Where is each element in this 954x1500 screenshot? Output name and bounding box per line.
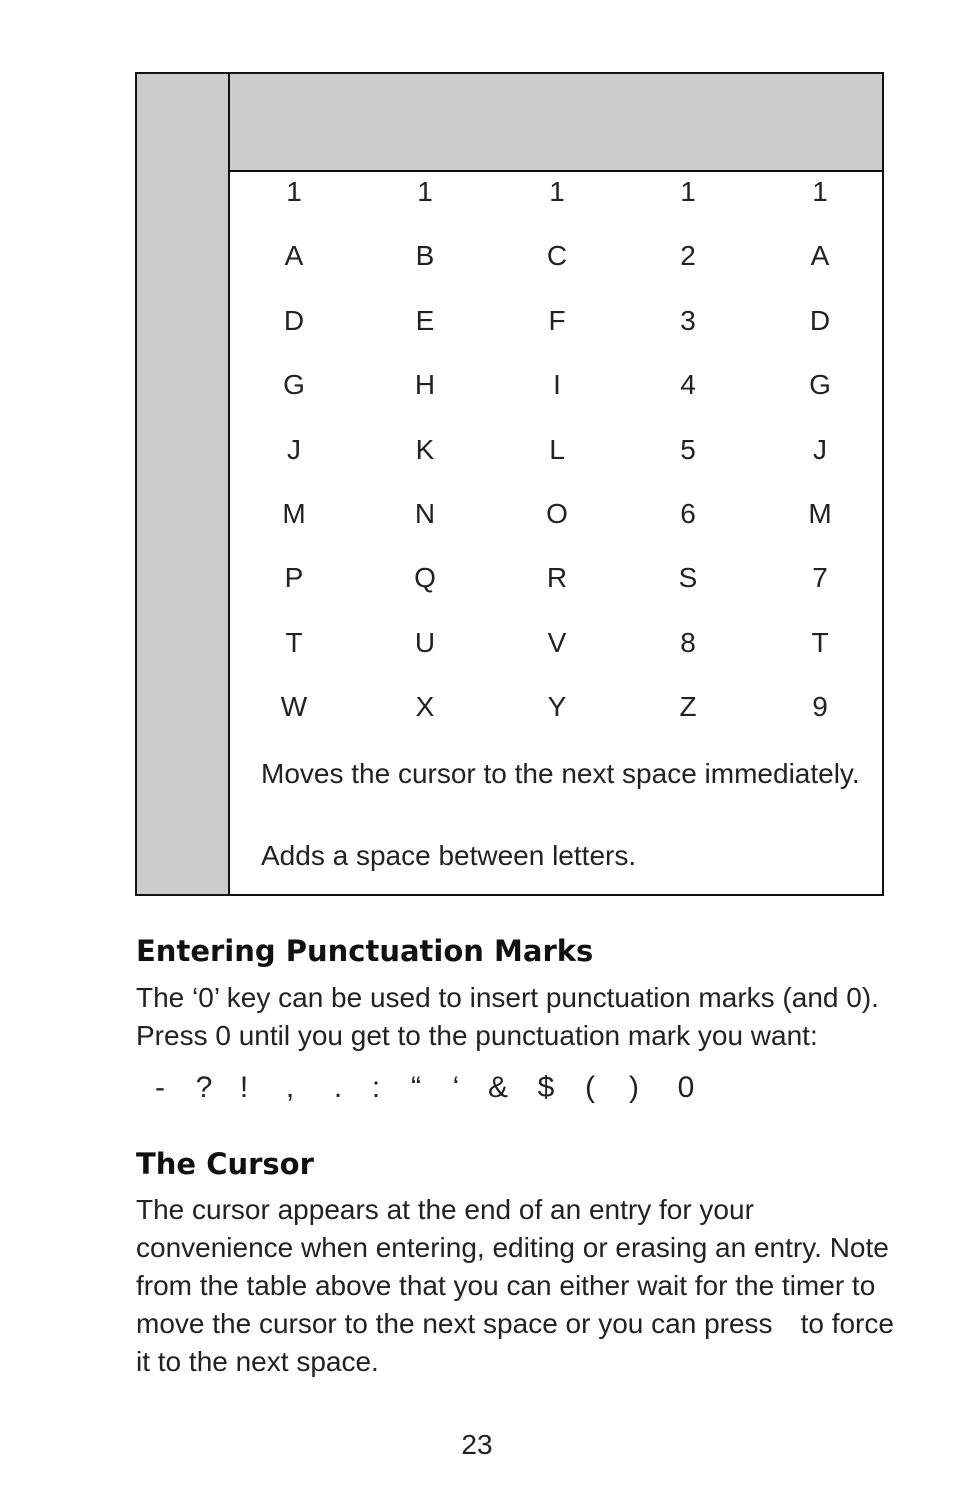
key-cell: Z: [679, 691, 697, 722]
key-cell: 5: [680, 434, 696, 465]
key-cell: F: [548, 305, 566, 336]
key-cell: G: [809, 369, 831, 400]
table-row: [230, 365, 882, 405]
table-header-band: [230, 74, 882, 172]
key-cell: 6: [680, 498, 696, 529]
punctuation-mark: ): [629, 1071, 639, 1104]
key-cell: P: [284, 562, 304, 593]
key-cell: B: [415, 240, 435, 271]
table-note-advance: Moves the cursor to the next space immediately.: [261, 758, 860, 789]
table-row: [230, 301, 882, 341]
key-cell: Y: [547, 691, 567, 722]
key-cell: 2: [680, 240, 696, 271]
table-row: [230, 236, 882, 276]
key-cell: 7: [812, 562, 828, 593]
key-cell: 9: [812, 691, 828, 722]
punctuation-mark: ?: [195, 1071, 213, 1104]
key-cell: 1: [680, 176, 696, 207]
key-cell: G: [283, 369, 305, 400]
cursor-body: [136, 1191, 896, 1381]
key-cell: T: [811, 627, 829, 658]
table-row: [230, 687, 882, 727]
punctuation-mark: “: [411, 1071, 421, 1104]
punctuation-mark: ,: [285, 1071, 295, 1104]
table-row: [230, 494, 882, 534]
key-cell: W: [280, 691, 308, 722]
key-cell: 8: [680, 627, 696, 658]
punctuation-mark: -: [155, 1071, 165, 1104]
punctuation-mark: (: [585, 1071, 595, 1104]
key-cell: X: [415, 691, 435, 722]
key-cell: 1: [286, 176, 302, 207]
key-cell: U: [414, 627, 436, 658]
punctuation-heading: Entering Punctuation Marks: [136, 934, 594, 968]
key-cell: 4: [680, 369, 696, 400]
punctuation-mark: ‘: [452, 1071, 460, 1104]
cursor-heading: The Cursor: [136, 1147, 314, 1181]
key-cell: J: [287, 434, 301, 465]
key-cell: I: [553, 369, 561, 400]
key-cell: S: [678, 562, 698, 593]
key-cell: H: [414, 369, 436, 400]
key-cell: K: [415, 434, 435, 465]
key-cell: L: [549, 434, 565, 465]
key-cell: T: [285, 627, 303, 658]
table-row: [230, 172, 882, 212]
page-number: 23: [461, 1429, 493, 1460]
key-cell: C: [546, 240, 568, 271]
table-side-column: [137, 74, 230, 894]
key-cell: A: [810, 240, 830, 271]
key-cell: 1: [812, 176, 828, 207]
key-cell: O: [546, 498, 568, 529]
key-cell: 3: [680, 305, 696, 336]
key-cell: D: [809, 305, 831, 336]
punctuation-mark: :: [371, 1071, 381, 1104]
key-cell: D: [283, 305, 305, 336]
key-cell: R: [546, 562, 568, 593]
key-cell: 1: [417, 176, 433, 207]
punctuation-body: The ‘0’ key can be used to insert punctuation marks (and 0). Press 0 until you get to the punctuation mark you want:: [136, 982, 879, 1051]
punctuation-mark: &: [487, 1071, 508, 1104]
table-row: [230, 430, 882, 470]
key-cell: M: [282, 498, 306, 529]
cursor-body-text: The cursor appears at the end of an entry for your convenience when entering, editing or erasing an entry. Note from the table above that you can either wait for the timer to move the cursor to the next space or you can press: [136, 1194, 889, 1339]
key-cell: Q: [414, 562, 436, 593]
key-cell: A: [284, 240, 304, 271]
table-row: [230, 558, 882, 598]
punctuation-mark: !: [239, 1071, 249, 1104]
cursor-body-text-end: to force it to the next space.: [136, 1308, 894, 1377]
key-cell: 1: [549, 176, 565, 207]
punctuation-mark: 0: [677, 1071, 695, 1104]
key-cell: M: [808, 498, 832, 529]
key-mapping-table: [135, 72, 884, 896]
table-row: [230, 623, 882, 663]
table-note-space: Adds a space between letters.: [261, 840, 637, 871]
key-cell: J: [813, 434, 827, 465]
key-cell: E: [415, 305, 435, 336]
key-cell: N: [414, 498, 436, 529]
punctuation-mark: .: [333, 1071, 343, 1104]
key-cell: V: [547, 627, 567, 658]
punctuation-mark: $: [537, 1071, 555, 1104]
